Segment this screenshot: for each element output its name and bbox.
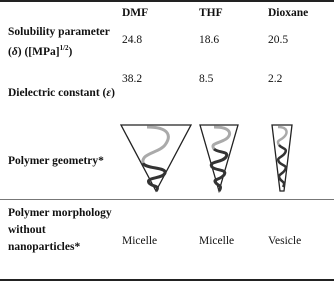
morphology-thf-value: Micelle <box>199 235 235 247</box>
wide-cone-helix-icon <box>119 123 193 193</box>
row-label-solubility-line2: (δ) ([MPa]$^{1/2}$) <box>8 44 73 58</box>
dielectric-thf-value: 8.5 <box>199 73 214 85</box>
solubility-dmf-value: 24.8 <box>122 34 143 46</box>
dielectric-dioxane-value: 2.2 <box>268 73 283 85</box>
table-bottom-rule <box>0 279 334 281</box>
column-header-dmf: DMF <box>122 7 149 19</box>
dielectric-dmf-value: 38.2 <box>122 73 143 85</box>
table-top-rule <box>0 0 334 2</box>
row-label-dielectric: Dielectric constant (ε) <box>8 87 115 99</box>
morphology-dioxane-value: Vesicle <box>268 235 302 247</box>
column-header-dioxane: Dioxane <box>268 7 309 19</box>
morphology-dmf-value: Micelle <box>122 235 158 247</box>
row-label-morphology-line3: nanoparticles* <box>8 241 81 253</box>
solubility-dioxane-value: 20.5 <box>268 34 289 46</box>
row-label-solubility-line1: Solubility parameter <box>8 26 110 38</box>
column-header-thf: THF <box>199 7 223 19</box>
solubility-thf-value: 18.6 <box>199 34 220 46</box>
row-label-morphology-line2: without <box>8 224 46 236</box>
row-label-morphology-line1: Polymer morphology <box>8 207 112 219</box>
narrow-cone-helix-icon <box>270 123 294 193</box>
medium-cone-helix-icon <box>198 123 240 193</box>
row-label-geometry: Polymer geometry* <box>8 155 104 167</box>
table-row-divider <box>0 199 334 200</box>
